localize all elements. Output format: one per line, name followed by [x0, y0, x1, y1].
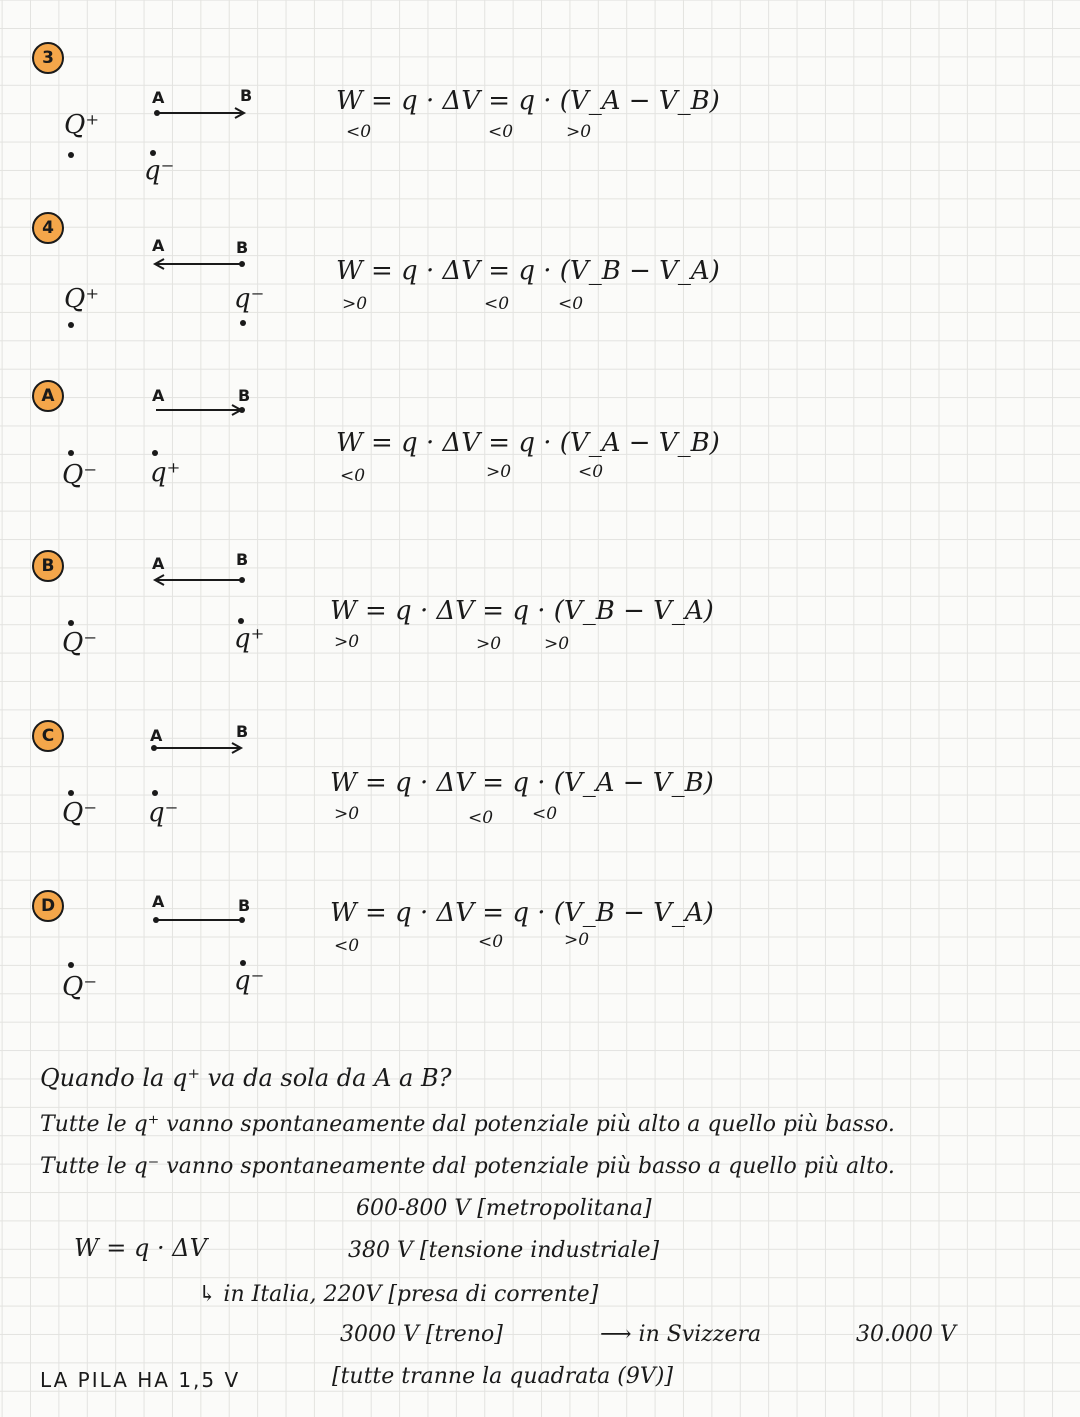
source-charge: Q⁻: [62, 460, 98, 490]
battery-note: [tutte tranne la quadrata (9V)]: [332, 1364, 673, 1389]
case-badge: D: [32, 890, 64, 922]
sign-dv: <0: [578, 462, 604, 482]
point-b-label: B: [238, 896, 251, 915]
point-a-label: A: [152, 892, 165, 911]
case-badge: 3: [32, 42, 64, 74]
question-text: Quando la q⁺ va da sola da A a B?: [40, 1064, 452, 1092]
point-a-label: A: [150, 726, 163, 745]
sign-w: <0: [340, 466, 366, 486]
source-charge-dot: [68, 322, 74, 328]
source-charge-dot: [68, 620, 74, 626]
test-charge: q⁻: [234, 284, 265, 314]
sign-dv: <0: [558, 294, 584, 314]
sign-w: >0: [342, 294, 368, 314]
point-b-label: B: [240, 86, 253, 105]
source-charge-dot: [68, 790, 74, 796]
work-equation: W = q · ΔV = q · (V_B − V_A): [330, 596, 714, 626]
sign-w: >0: [334, 632, 360, 652]
point-a-label: A: [152, 386, 165, 405]
test-charge-dot: [152, 450, 158, 456]
segment-line: [154, 915, 254, 925]
sign-q: <0: [468, 808, 494, 828]
source-charge-dot: [68, 152, 74, 158]
battery-voltage: LA PILA HA 1,5 V: [40, 1368, 241, 1392]
source-charge: Q⁺: [64, 284, 100, 314]
voltage-switzerland: 30.000 V: [856, 1322, 956, 1347]
test-charge: q⁺: [150, 458, 181, 488]
source-charge-dot: [68, 962, 74, 968]
point-b-label: B: [236, 722, 249, 741]
sign-q: <0: [478, 932, 504, 952]
voltage-train: 3000 V [treno]: [340, 1322, 503, 1347]
point-a-label: A: [152, 236, 165, 255]
test-charge: q⁻: [144, 156, 175, 186]
point-a-label: A: [152, 88, 165, 107]
sign-w: <0: [346, 122, 372, 142]
case-badge: 4: [32, 212, 64, 244]
source-charge: Q⁻: [62, 628, 98, 658]
sign-q: <0: [488, 122, 514, 142]
test-charge: q⁻: [148, 798, 179, 828]
case-badge: A: [32, 380, 64, 412]
source-charge: Q⁻: [62, 972, 98, 1002]
rule-negative-text: Tutte le q⁻ vanno spontaneamente dal potenziale più basso a quello più alto.: [40, 1154, 895, 1179]
arrow-right-icon: [154, 405, 254, 415]
switzerland-label: ⟶ in Svizzera: [600, 1322, 762, 1347]
sign-dv: >0: [564, 930, 590, 950]
point-b-label: B: [238, 386, 251, 405]
point-b-label: B: [236, 238, 249, 257]
arrow-left-icon: [152, 259, 252, 269]
sign-w: <0: [334, 936, 360, 956]
point-a-label: A: [152, 554, 165, 573]
sign-w: >0: [334, 804, 360, 824]
case-badge: C: [32, 720, 64, 752]
work-formula: W = q · ΔV: [74, 1234, 207, 1262]
point-b-label: B: [236, 550, 249, 569]
voltage-italy-socket: ↳ in Italia, 220V [presa di corrente]: [198, 1282, 599, 1307]
work-equation: W = q · ΔV = q · (V_A − V_B): [336, 428, 720, 458]
arrow-left-icon: [152, 575, 252, 585]
work-equation: W = q · ΔV = q · (V_B − V_A): [330, 898, 714, 928]
test-charge-dot: [152, 790, 158, 796]
work-equation: W = q · ΔV = q · (V_A − V_B): [336, 86, 720, 116]
sign-q: >0: [476, 634, 502, 654]
source-charge: Q⁺: [64, 110, 100, 140]
sign-dv: >0: [566, 122, 592, 142]
sign-q: >0: [486, 462, 512, 482]
sign-dv: >0: [544, 634, 570, 654]
rule-positive-text: Tutte le q⁺ vanno spontaneamente dal potenziale più alto a quello più basso.: [40, 1112, 895, 1137]
sign-q: <0: [484, 294, 510, 314]
arrow-right-icon: [155, 108, 255, 118]
source-charge-dot: [68, 450, 74, 456]
work-equation: W = q · ΔV = q · (V_A − V_B): [330, 768, 714, 798]
test-charge: q⁻: [234, 966, 265, 996]
test-charge: q⁺: [234, 624, 265, 654]
arrow-right-icon: [152, 743, 252, 753]
test-charge-dot: [240, 320, 246, 326]
source-charge: Q⁻: [62, 798, 98, 828]
voltage-metro: 600-800 V [metropolitana]: [356, 1196, 652, 1221]
voltage-industrial: 380 V [tensione industriale]: [348, 1238, 660, 1263]
case-badge: B: [32, 550, 64, 582]
sign-dv: <0: [532, 804, 558, 824]
work-equation: W = q · ΔV = q · (V_B − V_A): [336, 256, 720, 286]
